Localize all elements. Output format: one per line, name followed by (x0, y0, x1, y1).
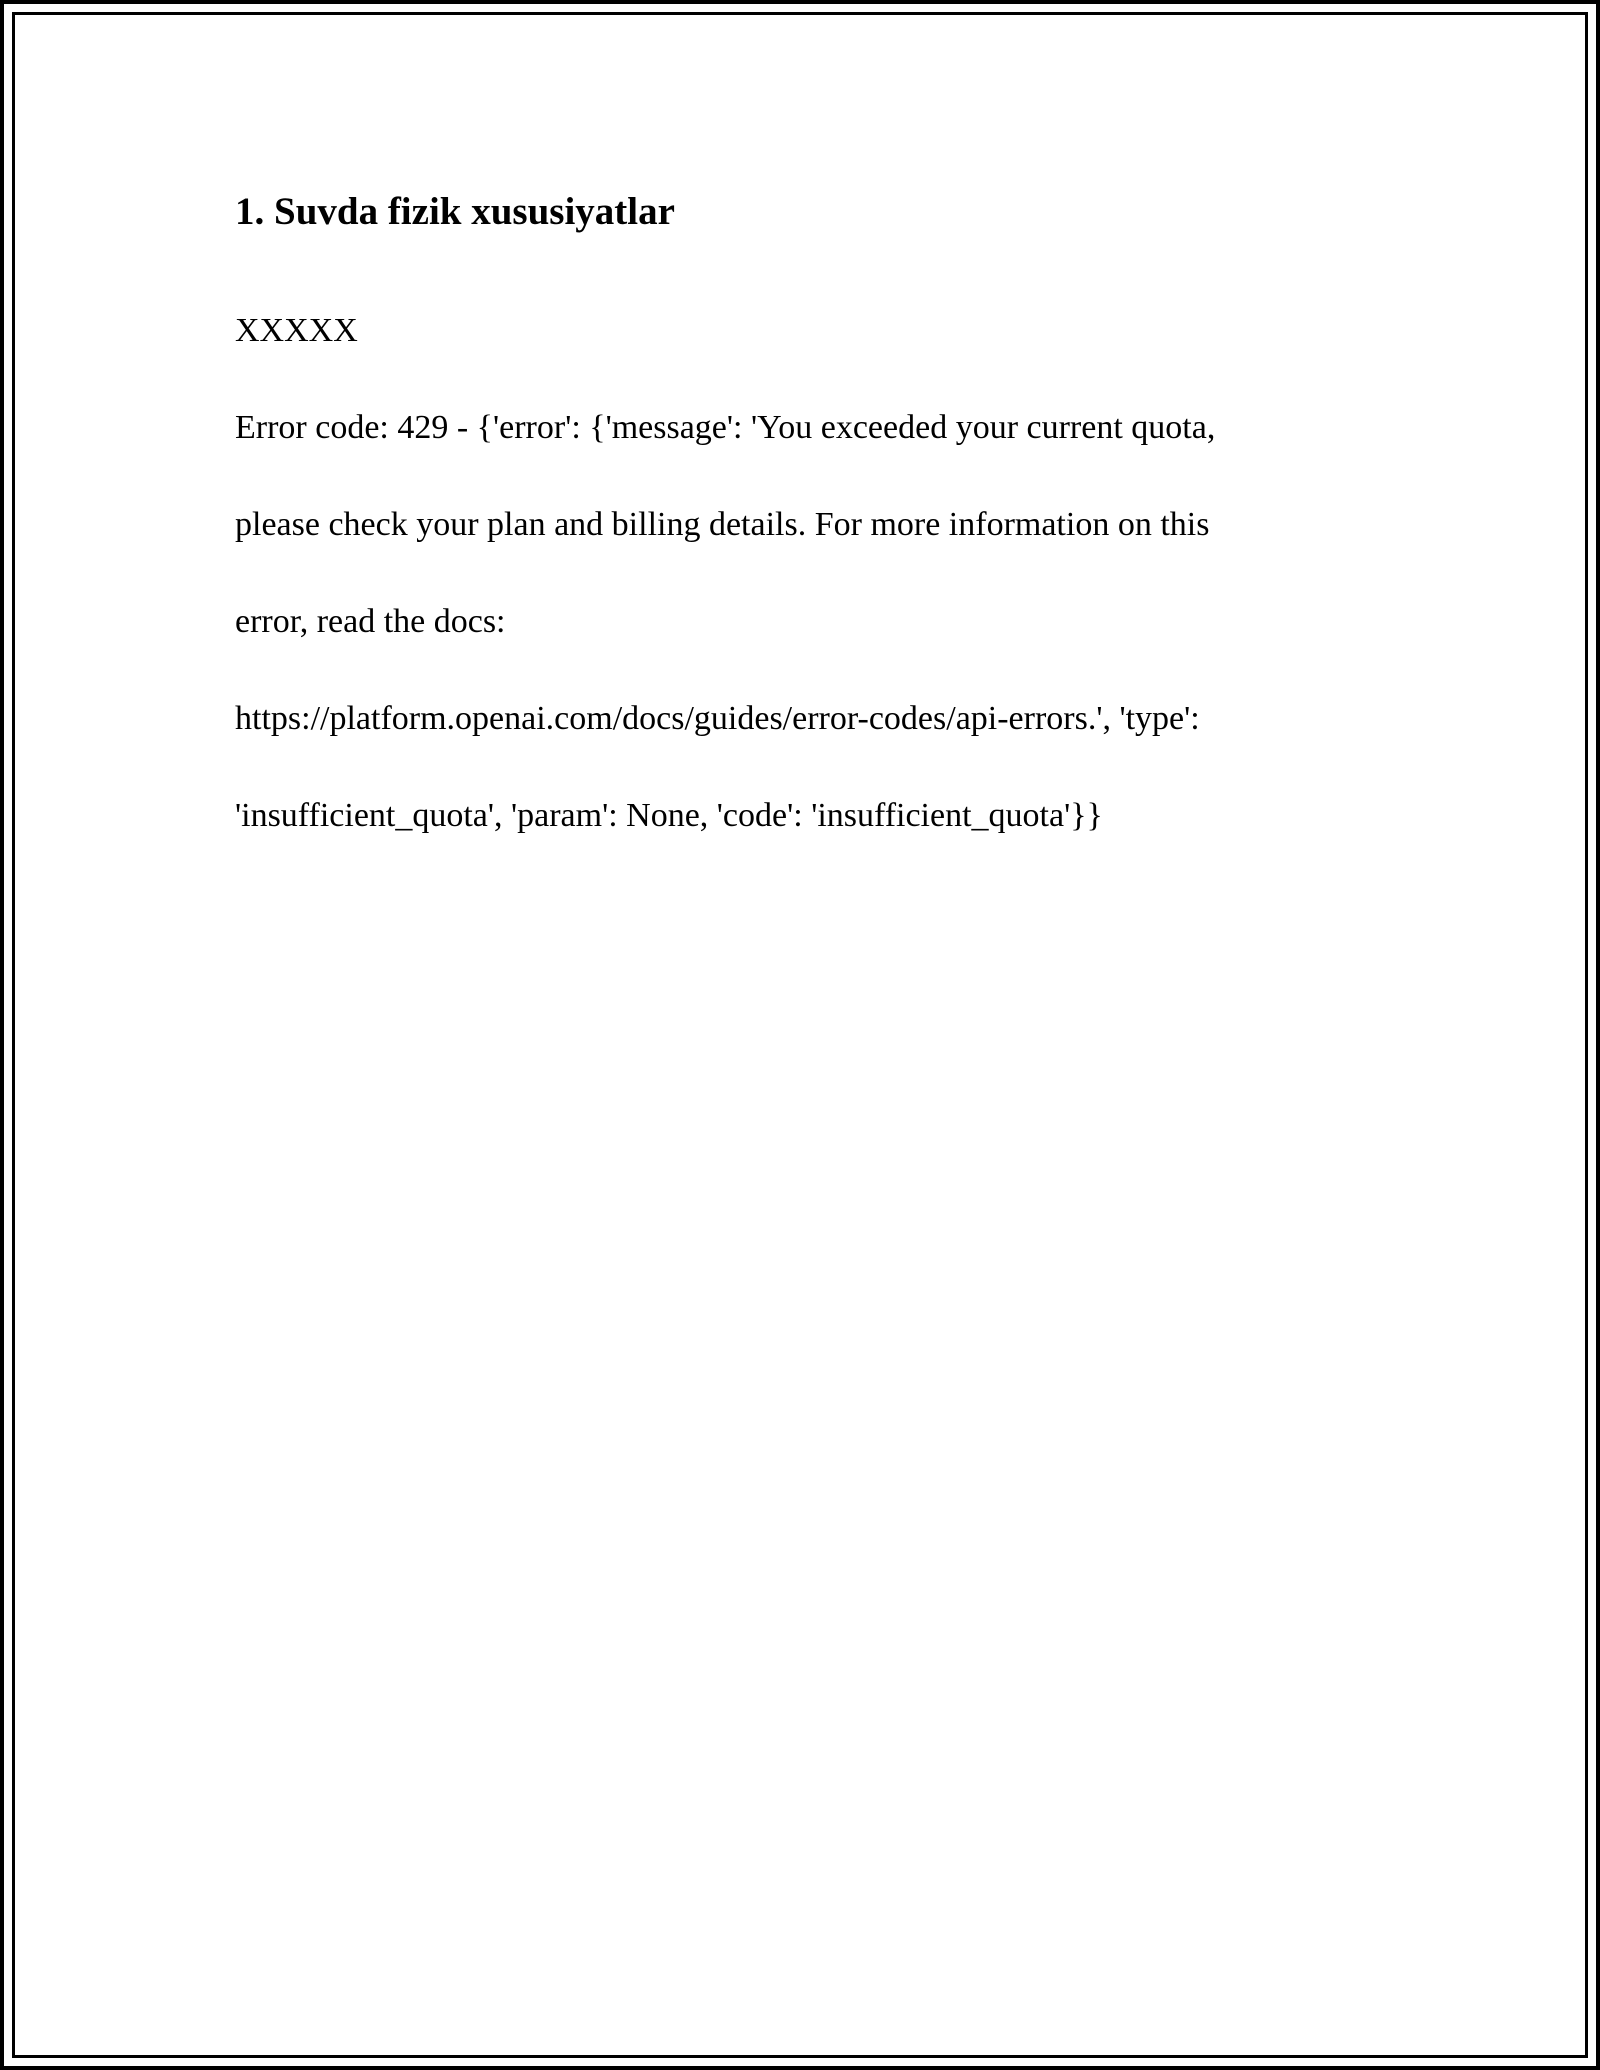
error-line-3: error, read the docs: (235, 602, 506, 640)
body-paragraph (235, 258, 1325, 889)
error-line-4: https://platform.openai.com/docs/guides/error-codes/api-errors.', 'type': (235, 699, 1200, 737)
error-line-2: please check your plan and billing details. For more information on this (235, 505, 1210, 543)
document-content (235, 188, 1325, 889)
section-heading: 1. Suvda fizik xususiyatlar (235, 190, 675, 233)
placeholder-line: XXXXX (235, 311, 358, 349)
error-line-5: 'insufficient_quota', 'param': None, 'code': 'insufficient_quota'}} (235, 796, 1103, 834)
error-line-1: Error code: 429 - {'error': {'message': 'You exceeded your current quota, (235, 408, 1216, 446)
